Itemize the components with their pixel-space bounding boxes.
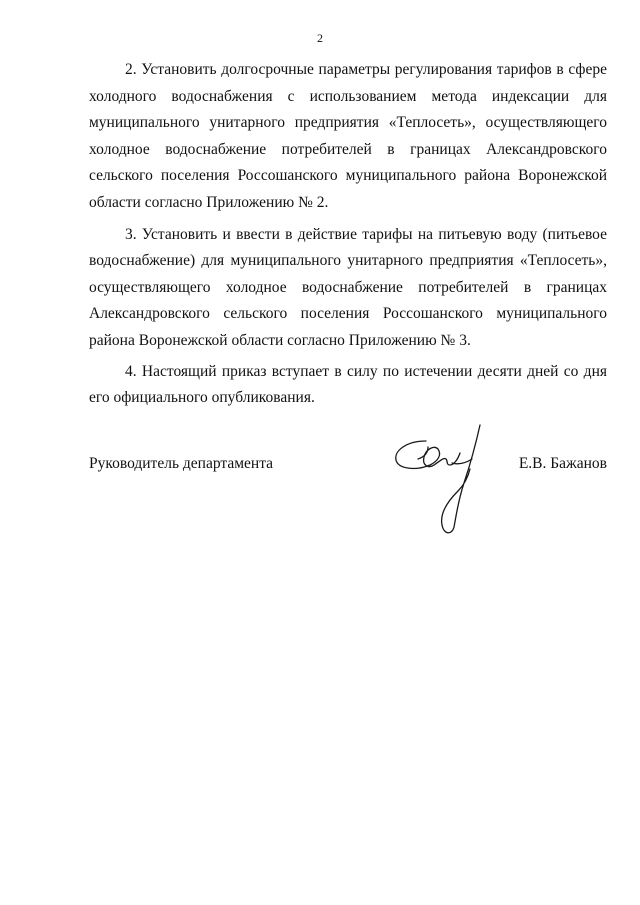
signature-block	[89, 452, 607, 476]
signatory-name: Е.В. Бажанов	[518, 455, 607, 472]
page-number: 2	[317, 31, 323, 45]
document-body	[89, 57, 607, 412]
signatory-position: Руководитель департамента	[89, 455, 274, 472]
handwritten-signature-icon	[388, 419, 486, 537]
paragraph-2: 2. Установить долгосрочные параметры регулирования тарифов в сфере холодного водоснабжения с использованием метода индексации для муниципального унитарного предприятия «Теплосеть», осуществляющего холодное водоснабжение потребителей в границах Александровского сельского поселения Россошанского муниципального района Воронежской области согласно Приложению № 2.	[89, 61, 607, 211]
paragraph-4: 4. Настоящий приказ вступает в силу по истечении десяти дней со дня его официального опубликования.	[89, 362, 607, 407]
paragraph-3: 3. Установить и ввести в действие тарифы на питьевую воду (питьевое водоснабжение) для муниципального унитарного предприятия «Теплосеть», осуществляющего холодное водоснабжение потребителей в границах Александровского сельского поселения Россошанского муниципального района Воронежской области согласно Приложению № 3.	[89, 225, 607, 349]
